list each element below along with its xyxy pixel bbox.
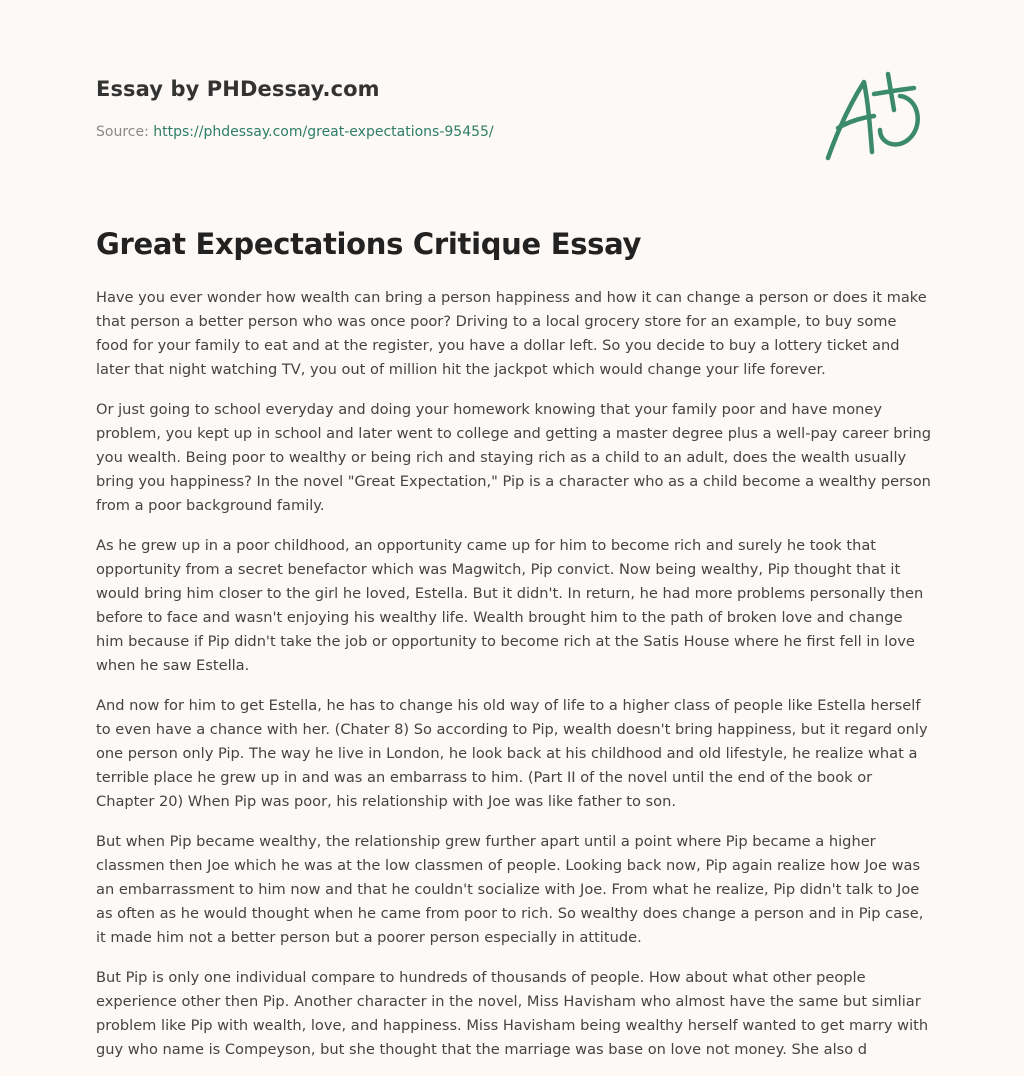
source-line bbox=[96, 122, 796, 142]
essay-paragraph: But when Pip became wealthy, the relationship grew further apart until a point where Pip became a higher classmen then Joe which he was at the low classmen of people. Looking back now, Pip again realize how Joe was an embarrassment to him now and that he couldn't socialize with Joe. From what he realize, Pip didn't talk to Joe as often as he would thought when he came from poor to rich. So wealthy does change a person and in Pip case, it made him not a better person but a poorer person especially in attitude. bbox=[96, 833, 924, 946]
essay-body bbox=[96, 286, 932, 1076]
essay-title: Great Expectations Critique Essay bbox=[96, 227, 642, 261]
source-label: Source: bbox=[96, 124, 154, 140]
source-link[interactable]: https://phdessay.com/great-expectations-95455/ bbox=[153, 124, 494, 140]
essay-header bbox=[96, 74, 796, 142]
site-title: Essay by PHDessay.com bbox=[96, 77, 380, 101]
essay-paragraph: But Pip is only one individual compare to hundreds of thousands of people. How about what other people experience other then Pip. Another character in the novel, Miss Havisham who almost have the same but simliar problem like Pip with wealth, love, and happiness. Miss Havisham being wealthy herself wanted to get marry with guy who name is Compeyson, but she thought that the marriage was base on love not money. She also d bbox=[96, 969, 929, 1058]
essay-paragraph: As he grew up in a poor childhood, an opportunity came up for him to become rich and surely he took that opportunity from a secret benefactor which was Magwitch, Pip convict. Now being wealthy, Pip thought that it would bring him closer to the girl he loved, Estella. But it didn't. In return, he had more problems personally then before to face and wasn't enjoying his wealthy life. Wealth brought him to the path of broken love and change him because if Pip didn't take the job or opportunity to become rich at the Satis House where he first fell in love when he saw Estella. bbox=[96, 537, 924, 674]
essay-paragraph: And now for him to get Estella, he has to change his old way of life to a higher class of people like Estella herself to even have a chance with her. (Chater 8) So according to Pip, wealth doesn't bring happiness, but it regard only one person only Pip. The way he live in London, he look back at his childhood and old lifestyle, he realize what a terrible place he grew up in and was an embarrass to him. (Part II of the novel until the end of the book or Chapter 20) When Pip was poor, his relationship with Joe was like father to son. bbox=[96, 697, 928, 810]
essay-paragraph: Have you ever wonder how wealth can bring a person happiness and how it can change a person or does it make that person a better person who was once poor? Driving to a local grocery store for an example, to buy some food for your family to eat and at the register, you have a dollar left. So you decide to buy a lottery ticket and later that night watching TV, you out of million hit the jackpot which would change your life forever. bbox=[96, 289, 927, 378]
a-plus-grade-logo-icon bbox=[822, 68, 926, 162]
essay-paragraph: Or just going to school everyday and doing your homework knowing that your family poor and have money problem, you kept up in school and later went to college and getting a master degree plus a well-pay career bring you wealth. Being poor to wealthy or being rich and staying rich as a child to an adult, does the wealth usually bring you happiness? In the novel "Great Expectation," Pip is a character who as a child become a wealthy person from a poor background family. bbox=[96, 401, 932, 514]
